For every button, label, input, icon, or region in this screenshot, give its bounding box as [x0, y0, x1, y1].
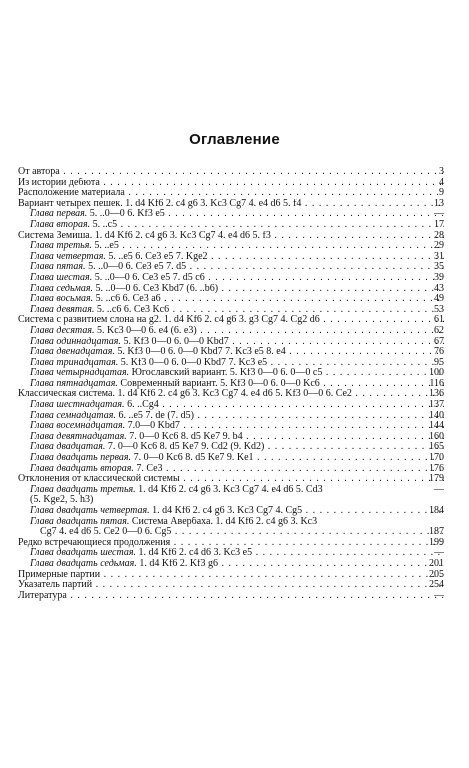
- toc-entry: [18, 548, 444, 559]
- toc-entry: [18, 474, 444, 485]
- chapter-label: Глава шестнадцатая.: [30, 400, 125, 411]
- toc-entry: [18, 241, 444, 252]
- toc-entry: [18, 411, 444, 422]
- toc-entry-text: [18, 548, 444, 559]
- page-number: 17: [434, 218, 444, 230]
- chapter-label: Глава восьмая.: [30, 294, 94, 305]
- toc-entry: [18, 464, 444, 475]
- chapter-label: Глава двадцать третья.: [30, 484, 136, 495]
- toc-entry: [18, 591, 444, 602]
- toc-entry-text: [18, 358, 444, 369]
- toc-entry-text: [18, 538, 444, 549]
- page-number: 35: [434, 261, 444, 273]
- page-number: 100: [429, 367, 444, 379]
- toc-entry-text: [18, 506, 444, 517]
- toc-entry: [18, 178, 444, 189]
- toc-entry-text: [18, 337, 444, 348]
- page-number: —: [434, 547, 444, 559]
- entry-text: 5. ..0—0 6. Ce3 Kbd7 (6. ..b6): [95, 283, 219, 294]
- page-number: 28: [434, 229, 444, 241]
- toc-entry-text: [18, 559, 444, 570]
- chapter-label: Глава вторая.: [30, 219, 91, 230]
- toc-entry: [18, 252, 444, 263]
- toc-entry-text: [18, 178, 444, 189]
- page-number: 170: [429, 452, 444, 464]
- page-number: 205: [429, 568, 444, 580]
- entry-text: 5. ..c5: [92, 219, 118, 230]
- toc-entry: [18, 485, 444, 496]
- toc-entry: [18, 262, 444, 273]
- toc-entry-text: [18, 453, 444, 464]
- toc-entry: [18, 527, 444, 538]
- toc-entry: [18, 337, 444, 348]
- page-number: 160: [429, 430, 444, 442]
- toc-entry-text: [18, 188, 444, 199]
- entry-text: Вариант четырех пешек. 1. d4 Kf6 2. c4 g6 3. Kc3 Cg7 4. e4 d6 5. f4: [18, 198, 302, 209]
- entry-text: Отклонения от классической системы: [18, 474, 180, 485]
- toc-entry-text: [18, 432, 444, 443]
- chapter-label: Глава тринадцатая.: [30, 357, 119, 368]
- entry-text: 5. ..e5 6. Ce3 e5 7. Kge2: [108, 251, 208, 262]
- toc-entry: [18, 231, 444, 242]
- page-number: 140: [429, 409, 444, 421]
- toc-entry-text: [18, 368, 444, 379]
- entry-text: 5. ..c6 6. Ce3 a6: [95, 294, 161, 305]
- page-number: 39: [434, 271, 444, 283]
- page-number: 76: [434, 346, 444, 358]
- page-number: 184: [429, 505, 444, 516]
- chapter-label: Глава двадцать шестая.: [30, 548, 136, 559]
- toc-entry: [18, 432, 444, 443]
- toc-entry-text: [18, 527, 444, 538]
- page-number: 62: [434, 324, 444, 336]
- toc-entry: [18, 442, 444, 453]
- chapter-label: Глава десятая.: [30, 325, 95, 336]
- chapter-label: Глава двадцатая.: [30, 442, 106, 453]
- chapter-label: Глава седьмая.: [30, 283, 94, 294]
- entry-text: Расположение материала: [18, 188, 125, 199]
- page-number: 116: [429, 377, 444, 389]
- toc-entry: [18, 506, 444, 517]
- entry-text: Система Земиша. 1. d4 Kf6 2. c4 g6 3. Kc3 Cg7 4. e4 d6 5. f3: [18, 230, 271, 241]
- toc-entry: [18, 294, 444, 305]
- entry-text: 5. ..0—0 6. Kf3 e5: [89, 209, 165, 220]
- entry-text: Югославский вариант. 5. Kf3 0—0 6. 0—0 c5: [131, 368, 323, 379]
- page-title: Оглавление: [189, 131, 280, 148]
- toc-entry-text: [18, 580, 444, 591]
- page-number: 199: [429, 536, 444, 548]
- toc-entry-text: [18, 231, 444, 242]
- toc-entry: [18, 559, 444, 570]
- page-number: 187: [429, 526, 444, 538]
- toc-entry-text: [18, 495, 444, 506]
- table-of-contents: [18, 167, 444, 601]
- entry-text: От автора: [18, 167, 60, 177]
- entry-text: 7. 0—0 Kc6 8. d5 Ke7 9. b4: [129, 431, 243, 442]
- page-number: 165: [429, 441, 444, 453]
- toc-entry: [18, 368, 444, 379]
- toc-entry: [18, 379, 444, 390]
- toc-entry: [18, 326, 444, 337]
- page-number: 4: [439, 176, 444, 188]
- toc-entry-text: [18, 252, 444, 263]
- toc-entry: [18, 517, 444, 528]
- page-number: 137: [429, 399, 444, 411]
- toc-entry: [18, 400, 444, 411]
- page-number: 136: [429, 388, 444, 400]
- toc-entry-text: [18, 167, 444, 178]
- chapter-label: Глава двадцать пятая.: [30, 516, 130, 527]
- entry-text: 6. ..Cg4: [127, 400, 159, 411]
- page-number: 31: [434, 250, 444, 262]
- page-number: —: [434, 483, 444, 495]
- entry-text: Из истории дебюта: [18, 177, 100, 188]
- entry-text: 5. ..e5: [94, 241, 119, 252]
- chapter-label: Глава четырнадцатая.: [30, 368, 130, 379]
- toc-entry-text: [18, 199, 444, 210]
- entry-text: Редко встречающиеся продолжения: [18, 537, 171, 548]
- entry-text: Система с развитием слона на g2. 1. d4 Kf6 2. c4 g6 3. g3 Cg7 4. Cg2 d6: [18, 315, 320, 326]
- toc-entry-text: [18, 305, 444, 316]
- page-number: 3: [439, 166, 444, 177]
- entry-text: 1. d4 Kf6 2. c4 g6 3. Kc3 Cg7 4. Cg5: [152, 506, 303, 516]
- entry-text: 5. Kf3 0—0 6. 0—0 Kbd7: [123, 336, 229, 347]
- entry-text: Система Авербаха. 1. d4 Kf6 2. c4 g6 3. Kc3: [131, 516, 318, 527]
- chapter-label: Глава девятнадцатая.: [30, 431, 127, 442]
- chapter-label: Глава двадцать четвертая.: [30, 506, 150, 516]
- entry-text: 7.0—0 Kbd7: [127, 421, 180, 432]
- entry-text: 7. 0—0 Kc6 8. d5 Ke7 9. Ke1: [133, 453, 254, 464]
- toc-entry-text: [18, 241, 444, 252]
- toc-entry-text: [18, 389, 444, 400]
- page-number: 49: [434, 293, 444, 305]
- toc-entry-text: [18, 220, 444, 231]
- entry-text: 7. Ce3: [136, 463, 163, 474]
- toc-entry-text: [18, 442, 444, 453]
- toc-entry-text: [18, 570, 444, 581]
- page-number: 13: [434, 197, 444, 209]
- chapter-label: Глава пятая.: [30, 262, 86, 273]
- toc-entry-text: [18, 379, 444, 390]
- page-number: 29: [434, 240, 444, 252]
- page-number: 95: [434, 356, 444, 368]
- entry-text: 5. ..0—0 6. Ce3 e5 7. d5: [88, 262, 187, 273]
- toc-entry-text: [18, 315, 444, 326]
- entry-text: 7. 0—0 Kc6 8. d5 Ke7 9. Cd2 (9. Kd2): [107, 442, 265, 453]
- entry-text: 1. d4 Kf6 2. c4 g6 3. Kc3 Cg7 4. e4 d6 5. Cd3: [138, 484, 323, 495]
- page-number: 53: [434, 303, 444, 315]
- toc-entry: [18, 315, 444, 326]
- toc-entry: [18, 389, 444, 400]
- page-number: —: [434, 208, 444, 220]
- toc-entry: [18, 167, 444, 178]
- entry-text: 5. Kc3 0—0 6. e4 (6. e3): [96, 325, 197, 336]
- toc-entry-text: [18, 464, 444, 475]
- toc-entry-text: [18, 421, 444, 432]
- entry-text: 6. ..e5 7. de (7. d5): [118, 410, 194, 421]
- toc-entry: [18, 220, 444, 231]
- toc-entry: [18, 199, 444, 210]
- toc-entry: [18, 273, 444, 284]
- chapter-label: Глава восемнадцатая.: [30, 421, 126, 432]
- chapter-label: Глава шестая.: [30, 272, 93, 283]
- toc-entry: [18, 538, 444, 549]
- toc-entry-text: [18, 273, 444, 284]
- entry-text: 5. Kf3 0—0 6. 0—0 Kbd7 7. Kc3 e5: [120, 357, 268, 368]
- entry-text: 5. Kf3 0—0 6. 0—0 Kbd7 7. Kc3 e5 8. e4: [117, 347, 286, 358]
- toc-entry: [18, 421, 444, 432]
- toc-entry-text: [18, 517, 444, 528]
- toc-entry: [18, 570, 444, 581]
- page-number: 61: [434, 314, 444, 326]
- chapter-label: Глава первая.: [30, 209, 88, 220]
- toc-entry: [18, 209, 444, 220]
- entry-text: Указатель партий: [18, 580, 93, 591]
- chapter-label: Глава одиннадцатая.: [30, 336, 121, 347]
- entry-text: Примерные партии: [18, 569, 101, 580]
- toc-entry-text: [18, 485, 444, 496]
- entry-text: 5. ..0—0 6. Ce3 e5 7. d5 c6: [94, 272, 205, 283]
- toc-entry: [18, 305, 444, 316]
- chapter-label: Глава четвертая.: [30, 251, 106, 262]
- toc-entry-text: [18, 347, 444, 358]
- toc-entry: [18, 358, 444, 369]
- page-number: 254: [429, 579, 444, 591]
- chapter-label: Глава двенадцатая.: [30, 347, 115, 358]
- entry-text: 1. d4 Kf6 2. c4 d6 3. Kc3 e5: [138, 548, 253, 559]
- toc-entry-text: [18, 591, 444, 602]
- toc-entry: [18, 284, 444, 295]
- toc-entry-text: [18, 411, 444, 422]
- entry-text: Литература: [18, 590, 67, 601]
- page-number: 144: [429, 420, 444, 432]
- entry-text: Современный вариант. 5. Kf3 0—0 6. 0—0 Kc6: [120, 378, 320, 389]
- chapter-label: Глава пятнадцатая.: [30, 378, 118, 389]
- toc-entry-text: [18, 474, 444, 485]
- page-number: 201: [429, 557, 444, 569]
- chapter-label: Глава двадцать первая.: [30, 453, 132, 464]
- toc-entry-text: [18, 209, 444, 220]
- chapter-label: Глава третья.: [30, 241, 92, 252]
- toc-entry: [18, 188, 444, 199]
- page-number: —: [434, 589, 444, 601]
- toc-entry: [18, 580, 444, 591]
- chapter-label: Глава двадцать седьмая.: [30, 558, 137, 569]
- toc-entry-text: [18, 262, 444, 273]
- page-number: 43: [434, 282, 444, 294]
- entry-text: (5. Kge2, 5. h3): [30, 495, 94, 506]
- toc-entry-text: [18, 284, 444, 295]
- entry-text: Cg7 4. e4 d6 5. Ce2 0—0 6. Cg5: [40, 527, 172, 538]
- toc-entry: [18, 495, 444, 506]
- page-number: 67: [434, 335, 444, 347]
- page-number: 176: [429, 462, 444, 474]
- entry-text: 5. ..c6 6. Ce3 Kc6: [96, 304, 170, 315]
- toc-entry-text: [18, 400, 444, 411]
- entry-text: 1. d4 Kf6 2. Kf3 g6: [139, 558, 218, 569]
- toc-entry-text: [18, 294, 444, 305]
- chapter-label: Глава девятая.: [30, 304, 95, 315]
- chapter-label: Глава двадцать вторая.: [30, 463, 134, 474]
- toc-entry: [18, 347, 444, 358]
- page-number: 9: [439, 187, 444, 199]
- entry-text: Классическая система. 1. d4 Kf6 2. c4 g6 3. Kc3 Cg7 4. e4 d6 5. Kf3 0—0 6. Ce2: [18, 389, 352, 400]
- page-number: 179: [429, 473, 444, 485]
- chapter-label: Глава семнадцатая.: [30, 410, 116, 421]
- toc-entry: [18, 453, 444, 464]
- toc-entry-text: [18, 326, 444, 337]
